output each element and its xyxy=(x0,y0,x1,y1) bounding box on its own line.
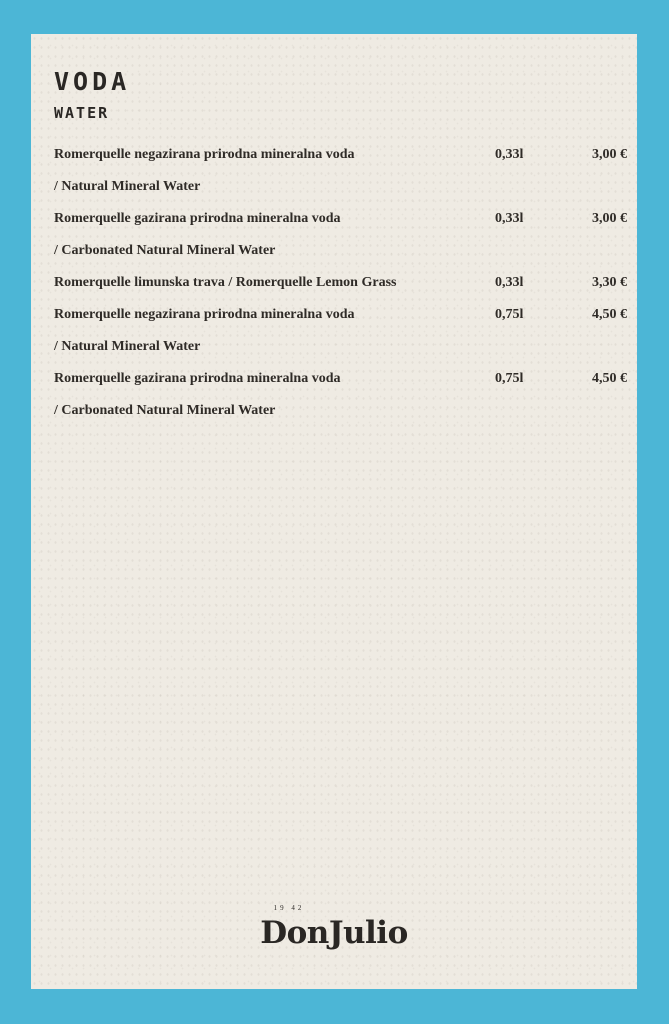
menu-item xyxy=(54,267,627,299)
menu-item-price: 4,50 € xyxy=(592,371,627,386)
menu-item-name-en: / Natural Mineral Water xyxy=(54,179,201,194)
menu-item xyxy=(54,139,627,203)
menu-items xyxy=(54,139,627,427)
logo-year: 19 42 xyxy=(273,904,305,912)
menu-item-size: 0,33l xyxy=(495,147,524,162)
logo-wordmark: DonJulio xyxy=(260,915,408,951)
menu-item-name-line xyxy=(54,267,627,299)
menu-item-price: 3,30 € xyxy=(592,275,627,290)
menu-item-name: Romerquelle gazirana prirodna mineralna voda xyxy=(54,211,341,226)
menu-item-name-line xyxy=(54,299,627,331)
menu-item-name-en: / Carbonated Natural Mineral Water xyxy=(54,243,276,258)
menu-subtitle: WATER xyxy=(54,104,110,122)
menu-item-name: Romerquelle negazirana prirodna mineralna voda xyxy=(54,307,355,322)
menu-item-name: Romerquelle limunska trava / Romerquelle Lemon Grass xyxy=(54,275,397,290)
menu-item xyxy=(54,203,627,267)
menu-item-size: 0,75l xyxy=(495,371,524,386)
menu-item-price: 3,00 € xyxy=(592,147,627,162)
menu-item-name-line xyxy=(54,203,627,235)
menu-page xyxy=(31,34,637,989)
menu-item-price: 3,00 € xyxy=(592,211,627,226)
menu-item xyxy=(54,299,627,363)
menu-item xyxy=(54,363,627,427)
don-julio-logo xyxy=(31,901,637,973)
menu-item-size: 0,33l xyxy=(495,275,524,290)
menu-item-price: 4,50 € xyxy=(592,307,627,322)
menu-title: VODA xyxy=(54,67,131,96)
menu-item-name-en: / Natural Mineral Water xyxy=(54,339,201,354)
menu-item-name: Romerquelle negazirana prirodna mineralna voda xyxy=(54,147,355,162)
menu-item-name-en: / Carbonated Natural Mineral Water xyxy=(54,403,276,418)
menu-item-size: 0,75l xyxy=(495,307,524,322)
menu-item-name: Romerquelle gazirana prirodna mineralna voda xyxy=(54,371,341,386)
menu-item-name-line xyxy=(54,139,627,171)
menu-item-size: 0,33l xyxy=(495,211,524,226)
menu-item-name-line xyxy=(54,363,627,395)
